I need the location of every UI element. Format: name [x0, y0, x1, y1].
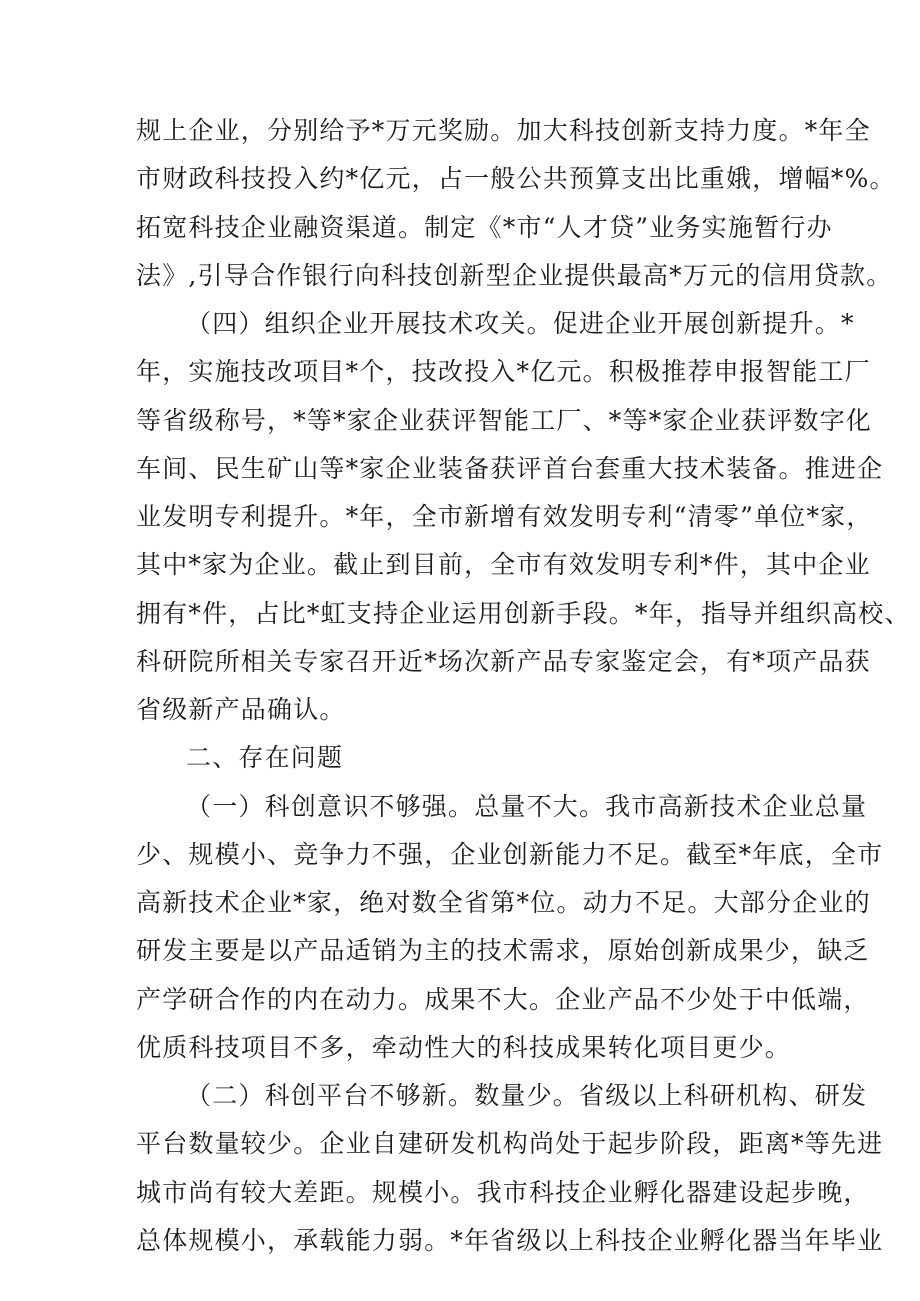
text-line: 产学研合作的内在动力。成果不大。企业产品不少处于中低端，: [136, 985, 870, 1014]
text-line: 车间、民生矿山等*家企业装备获评首台套重大技术装备。推进企: [136, 454, 884, 483]
text-line: 等省级称号，*等*家企业获评智能工厂、*等*家企业获评数字化: [136, 406, 873, 435]
text-line: 城市尚有较大差距。规模小。我市科技企业孵化器建设起步晚，: [136, 1178, 870, 1207]
text-line: 拥有*件，占比*虹支持企业运用创新手段。*年，指导并组织高校、: [136, 599, 911, 628]
text-line: 高新技术企业*家，绝对数全省第*位。动力不足。大部分企业的: [136, 888, 871, 917]
text-line: 法》,引导合作银行向科技创新型企业提供最高*万元的信用贷款。: [136, 261, 893, 290]
paragraph-first-line: （一）科创意识不够强。总量不大。我市高新技术企业总量: [186, 792, 868, 821]
text-line: 少、规模小、竞争力不强，企业创新能力不足。截至*年底，全市: [136, 840, 884, 869]
text-line: 年，实施技改项目*个，技改投入*亿元。积极推荐申报智能工厂: [136, 357, 871, 386]
text-line: 科研院所相关专家召开近*场次新产品专家鉴定会，有*项产品获: [136, 647, 871, 676]
paragraph-first-line: （四）组织企业开展技术攻关。促进企业开展创新提升。*: [186, 309, 855, 338]
text-line: 拓宽科技企业融资渠道。制定《*市“人才贷”业务实施暂行办: [136, 213, 833, 242]
text-line: 市财政科技投入约*亿元，占一般公共预算支出比重娥，增幅*%。: [136, 164, 896, 193]
text-line: 研发主要是以产品适销为主的技术需求，原始创新成果少，缺乏: [136, 936, 870, 965]
text-line: 其中*家为企业。截止到目前，全市有效发明专利*件，其中企业: [136, 550, 871, 579]
text-line: 省级新产品确认。: [136, 695, 346, 724]
section-heading: 二、存在问题: [186, 743, 344, 772]
text-line: 业发明专利提升。*年，全市新增有效发明专利“清零”单位*家，: [136, 502, 873, 531]
text-line: 规上企业，分别给予*万元奖励。加大科技创新支持力度。*年全: [136, 116, 871, 145]
text-line: 平台数量较少。企业自建研发机构尚处于起步阶段，距离*等先进: [136, 1129, 884, 1158]
text-line: 优质科技项目不多，牵动性大的科技成果转化项目更少。: [136, 1033, 792, 1062]
text-line: 总体规模小，承载能力弱。*年省级以上科技企业孵化器当年毕业: [136, 1226, 884, 1255]
paragraph-first-line: （二）科创平台不够新。数量少。省级以上科研机构、研发: [186, 1081, 868, 1110]
